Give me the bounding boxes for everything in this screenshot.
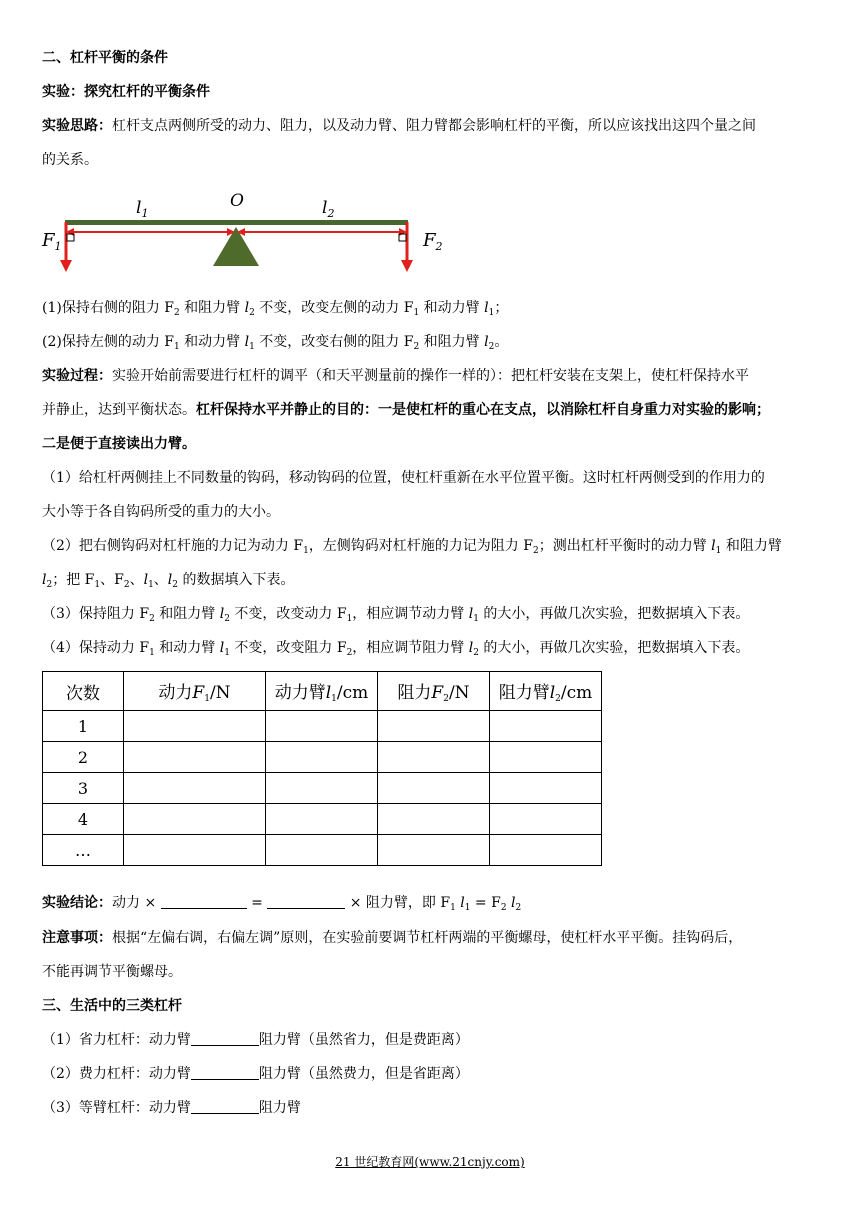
step-1-line-1: （1）给杠杆两侧挂上不同数量的钩码，移动钩码的位置，使杠杆重新在水平位置平衡。这时杠杆两侧受到的作用力的: [42, 470, 765, 486]
conclusion-line: 实验结论：动力 × = × 阻力臂，即 $F_1$ $l_1 = F_2$ $l_2$: [42, 895, 522, 913]
step-3: （3）保持阻力 $F_2$ 和阻力臂 $l_2$ 不变，改变动力 $F_1$，相应调节动力臂 $l_1$ 的大小，再做几次实验，把数据填入下表。: [42, 606, 750, 624]
lever-type-1: （1）省力杠杆：动力臂 阻力臂（虽然省力，但是费距离）: [42, 1032, 469, 1048]
table-cell[interactable]: [490, 835, 602, 866]
row-number: 3: [43, 773, 124, 804]
process-line-2: 并静止，达到平衡状态。杠杆保持水平并静止的目的：一是使杠杆的重心在支点，以消除杠杆自身重力对实验的影响；: [42, 402, 770, 418]
footer-link[interactable]: 21 世纪教育网(www.21cnjy.com): [335, 1155, 525, 1169]
method-2: (2)保持左侧的动力 $F_1$ 和动力臂 $l_1$ 不变，改变右侧的阻力 $F_2$ 和阻力臂 $l_2$。: [42, 334, 509, 352]
label-l2: $l_2$: [322, 198, 335, 220]
table-header-row: [43, 672, 602, 711]
table-row: [43, 804, 602, 835]
table-row: [43, 773, 602, 804]
lever-type-2: （2）费力杠杆：动力臂 阻力臂（虽然费力，但是省距离）: [42, 1066, 469, 1082]
header-l2: 阻力臂$l_2/cm$: [490, 672, 602, 711]
label-o: O: [230, 191, 244, 211]
experiment-title: 实验：探究杠杆的平衡条件: [42, 84, 210, 100]
table-row: [43, 742, 602, 773]
section-2-title: 二、杠杆平衡的条件: [42, 50, 168, 66]
blank-1[interactable]: [191, 1031, 259, 1046]
row-number: …: [43, 835, 124, 866]
f1-arrow-head: [60, 260, 72, 272]
process-line-3: 二是便于直接读出力臂。: [42, 436, 196, 452]
idea-label: 实验思路：: [42, 118, 112, 134]
table-cell[interactable]: [490, 804, 602, 835]
lever-diagram: [38, 186, 458, 276]
header-f2: 阻力$F_2/N$: [378, 672, 490, 711]
idea-text-1: 杠杆支点两侧所受的动力、阻力，以及动力臂、阻力臂都会影响杠杆的平衡，所以应该找出这四个量之间: [112, 118, 756, 134]
table-cell[interactable]: [378, 835, 490, 866]
process-line-1: 实验过程：实验开始前需要进行杠杆的调平（和天平测量前的操作一样的）：把杠杆安装在支架上，使杠杆保持水平: [42, 368, 749, 384]
table-row: [43, 711, 602, 742]
table-cell[interactable]: [378, 711, 490, 742]
header-count: 次数: [43, 672, 124, 711]
table-cell[interactable]: [378, 742, 490, 773]
table-cell[interactable]: [266, 742, 378, 773]
section-3-title: 三、生活中的三类杠杆: [42, 998, 182, 1014]
table-cell[interactable]: [490, 742, 602, 773]
table-cell[interactable]: [490, 711, 602, 742]
row-number: 2: [43, 742, 124, 773]
table-cell[interactable]: [266, 804, 378, 835]
table-cell[interactable]: [266, 773, 378, 804]
header-f1: 动力$F_1/N$: [124, 672, 266, 711]
notes-line-2: 不能再调节平衡螺母。: [42, 964, 182, 980]
label-f1: $F_1$: [42, 230, 62, 253]
table-cell[interactable]: [124, 742, 266, 773]
step-2-line-2: $l_2$；把 $F_1$、$F_2$、$l_1$、$l_2$ 的数据填入下表。: [42, 572, 295, 590]
f2-arrow-head: [401, 260, 413, 272]
lever-type-3: （3）等臂杠杆：动力臂 阻力臂: [42, 1100, 301, 1116]
row-number: 1: [43, 711, 124, 742]
lever-bar: [65, 220, 408, 225]
notes-line-1: 注意事项：根据“左偏右调，右偏左调”原则，在实验前要调节杠杆两端的平衡螺母，使杠杆水平平衡。挂钩码后，: [42, 930, 743, 946]
table-cell[interactable]: [266, 835, 378, 866]
label-l1: $l_1$: [136, 198, 149, 220]
conclusion-blank-2[interactable]: [267, 894, 345, 909]
idea-text-2: 的关系。: [42, 152, 98, 168]
table-cell[interactable]: [378, 773, 490, 804]
idea-paragraph: [42, 116, 756, 136]
table-cell[interactable]: [124, 804, 266, 835]
label-f2: $F_2$: [423, 230, 443, 253]
table-cell[interactable]: [378, 804, 490, 835]
row-number: 4: [43, 804, 124, 835]
step-4: （4）保持动力 $F_1$ 和动力臂 $l_1$ 不变，改变阻力 $F_2$，相应调节阻力臂 $l_2$ 的大小，再做几次实验，把数据填入下表。: [42, 640, 750, 658]
header-l1: 动力臂$l_1/cm$: [266, 672, 378, 711]
step-1-line-2: 大小等于各自钩码所受的重力的大小。: [42, 504, 280, 520]
table-cell[interactable]: [124, 773, 266, 804]
table-cell[interactable]: [490, 773, 602, 804]
table-row: [43, 835, 602, 866]
method-1: (1)保持右侧的阻力 $F_2$ 和阻力臂 $l_2$ 不变，改变左侧的动力 $F_1$ 和动力臂 $l_1$；: [42, 300, 509, 318]
conclusion-blank-1[interactable]: [161, 894, 247, 909]
table-cell[interactable]: [124, 711, 266, 742]
step-2-line-1: （2）把右侧钩码对杠杆施的力记为动力 $F_1$，左侧钩码对杠杆施的力记为阻力 $F_2$；测出杠杆平衡时的动力臂 $l_1$ 和阻力臂: [42, 538, 782, 556]
blank-2[interactable]: [191, 1065, 259, 1080]
table-cell[interactable]: [124, 835, 266, 866]
table-cell[interactable]: [266, 711, 378, 742]
blank-3[interactable]: [191, 1099, 259, 1114]
data-table: [42, 671, 602, 866]
